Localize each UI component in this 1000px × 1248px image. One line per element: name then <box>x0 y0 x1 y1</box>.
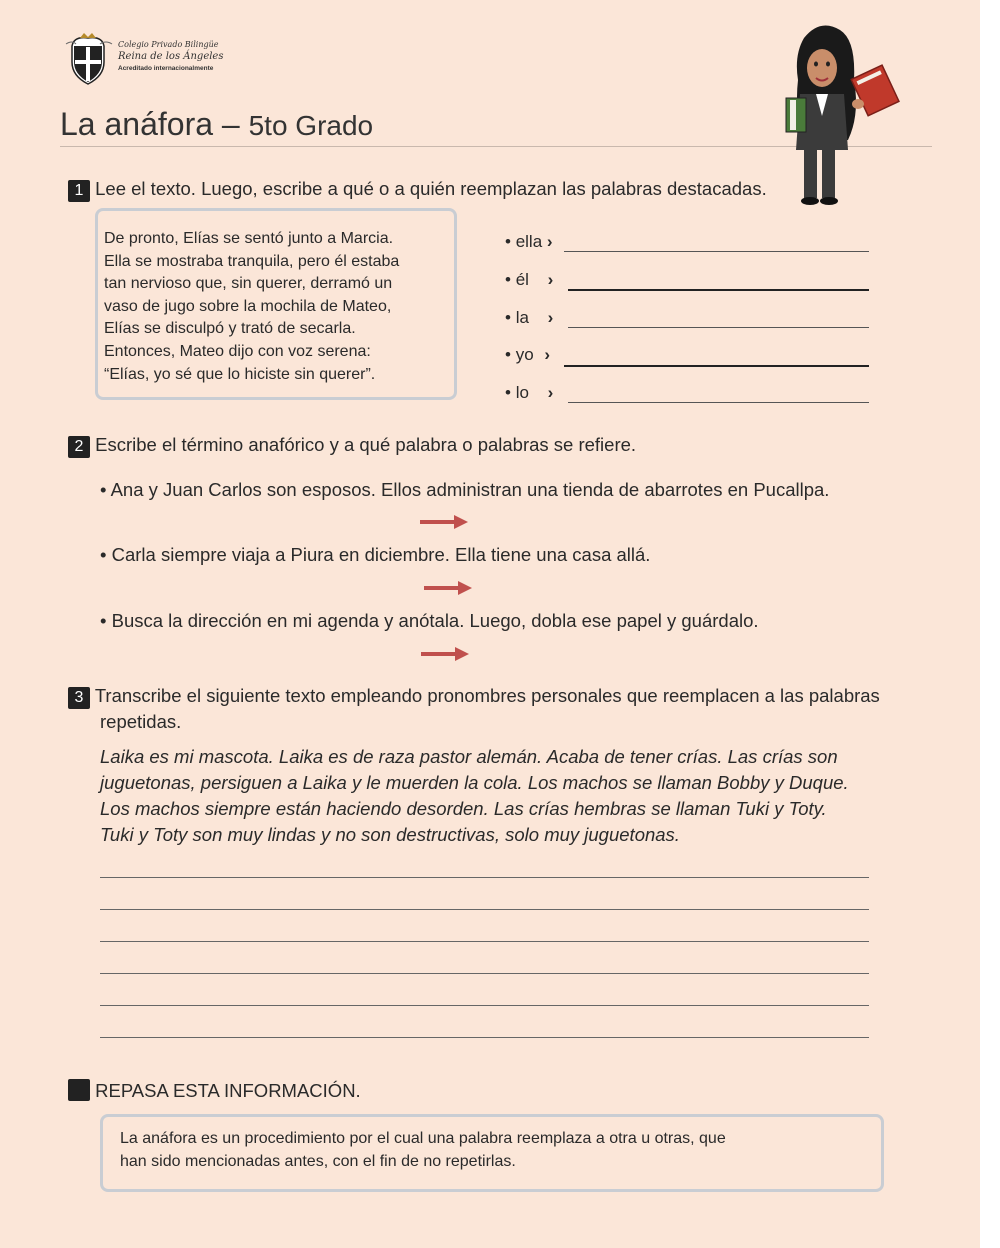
answer-blank-el[interactable] <box>568 289 869 291</box>
answer-blank-la[interactable] <box>568 327 869 328</box>
review-heading <box>68 1079 361 1102</box>
school-name-line1: Colegio Privado Bilingüe <box>118 40 219 49</box>
chevron-right-icon: › <box>547 308 554 327</box>
answer-blank-lo[interactable] <box>568 402 869 403</box>
reading-text-line: tan nervioso que, sin querer, derramó un <box>104 275 393 293</box>
chevron-right-icon: › <box>544 345 551 364</box>
answer-row-lo <box>505 383 553 403</box>
question-1-text: Lee el texto. Luego, escribe a qué o a quién reemplazan las palabras destacadas. <box>95 178 767 199</box>
answer-word: yo <box>515 345 534 364</box>
review-text-line: La anáfora es un procedimiento por el cual una palabra reemplaza a otra u otras, que <box>120 1130 726 1147</box>
q3-paragraph <box>100 744 849 848</box>
reading-text-line: Elías se disculpó y trató de secarla. <box>104 320 356 338</box>
question-1-instruction <box>68 178 767 202</box>
bullet: • <box>505 232 511 251</box>
writing-line[interactable] <box>100 1037 869 1038</box>
review-heading-text: REPASA ESTA INFORMACIÓN. <box>95 1080 361 1101</box>
title-main: La anáfora – <box>60 106 240 142</box>
writing-line[interactable] <box>100 909 869 910</box>
bullet: • <box>505 345 511 364</box>
question-2-number: 2 <box>68 436 90 458</box>
writing-line[interactable] <box>100 941 869 942</box>
paragraph-line: Laika es mi mascota. Laika es de raza pastor alemán. Acaba de tener crías. Las crías son <box>100 746 838 767</box>
reading-text-line: Entonces, Mateo dijo con voz serena: <box>104 342 371 360</box>
writing-line[interactable] <box>100 877 869 878</box>
review-marker-icon <box>68 1079 90 1101</box>
paragraph-line: juguetonas, persiguen a Laika y le muerden la cola. Los machos se llaman Bobby y Duque. <box>100 772 849 793</box>
question-1-number: 1 <box>68 180 90 202</box>
answer-blank-ella[interactable] <box>564 251 869 252</box>
title-grade: 5to Grado <box>248 110 374 141</box>
question-2-instruction <box>68 434 636 458</box>
reading-text-line: De pronto, Elías se sentó junto a Marcia. <box>104 230 394 247</box>
writing-line[interactable] <box>100 1005 869 1006</box>
answer-row-ella <box>505 232 553 252</box>
answer-word: lo <box>515 383 529 402</box>
reading-text <box>104 228 399 386</box>
paragraph-line: Los machos siempre están haciendo desorden. Las crías hembras se llaman Tuki y Toty. <box>100 798 827 819</box>
paragraph-line: Tuki y Toty son muy lindas y no son destructivas, solo muy juguetonas. <box>100 824 680 845</box>
arrow-right-icon <box>420 515 468 529</box>
school-name <box>118 40 223 72</box>
chevron-right-icon: › <box>546 232 553 251</box>
arrow-right-icon <box>421 647 469 661</box>
answer-word: él <box>515 270 529 289</box>
writing-line[interactable] <box>100 973 869 974</box>
chevron-right-icon: › <box>547 270 554 289</box>
answer-row-yo <box>505 345 550 365</box>
reading-text-line: “Elías, yo sé que lo hiciste sin querer”. <box>104 365 376 383</box>
question-3-number: 3 <box>68 687 90 709</box>
answer-row-el <box>505 270 553 290</box>
bullet: • <box>505 308 511 327</box>
answer-word: ella <box>515 232 543 251</box>
chevron-right-icon: › <box>547 383 554 402</box>
page-title <box>60 106 373 143</box>
question-2-text: Escribe el término anafórico y a qué palabra o palabras se refiere. <box>95 434 637 455</box>
reading-text-line: Ella se mostraba tranquila, pero él estaba <box>104 252 400 270</box>
q2-sentence-1: • Ana y Juan Carlos son esposos. Ellos administran una tienda de abarrotes en Pucallpa. <box>100 479 830 500</box>
q2-sentence-2: • Carla siempre viaja a Piura en diciembre. Ella tiene una casa allá. <box>100 544 651 565</box>
question-3-text-cont: repetidas. <box>100 711 182 732</box>
teacher-avatar-illustration <box>776 20 906 210</box>
review-info-text <box>120 1127 726 1173</box>
arrow-right-icon <box>424 581 472 595</box>
answer-row-la <box>505 308 553 328</box>
q2-sentence-3: • Busca la dirección en mi agenda y anótala. Luego, dobla ese papel y guárdalo. <box>100 610 759 631</box>
question-3-instruction <box>68 685 880 709</box>
question-3-text: Transcribe el siguiente texto empleando pronombres personales que reemplacen a las palabras <box>94 685 880 706</box>
bullet: • <box>505 383 511 402</box>
review-text-line: han sido mencionadas antes, con el fin de no repetirlas. <box>120 1153 516 1170</box>
school-accreditation: Acreditado internacionalmente <box>118 65 214 72</box>
answer-word: la <box>515 308 529 327</box>
school-name-line2: Reina de los Ángeles <box>118 51 224 62</box>
bullet: • <box>505 270 511 289</box>
reading-text-line: vaso de jugo sobre la mochila de Mateo, <box>104 297 392 315</box>
answer-blank-yo[interactable] <box>564 365 869 367</box>
